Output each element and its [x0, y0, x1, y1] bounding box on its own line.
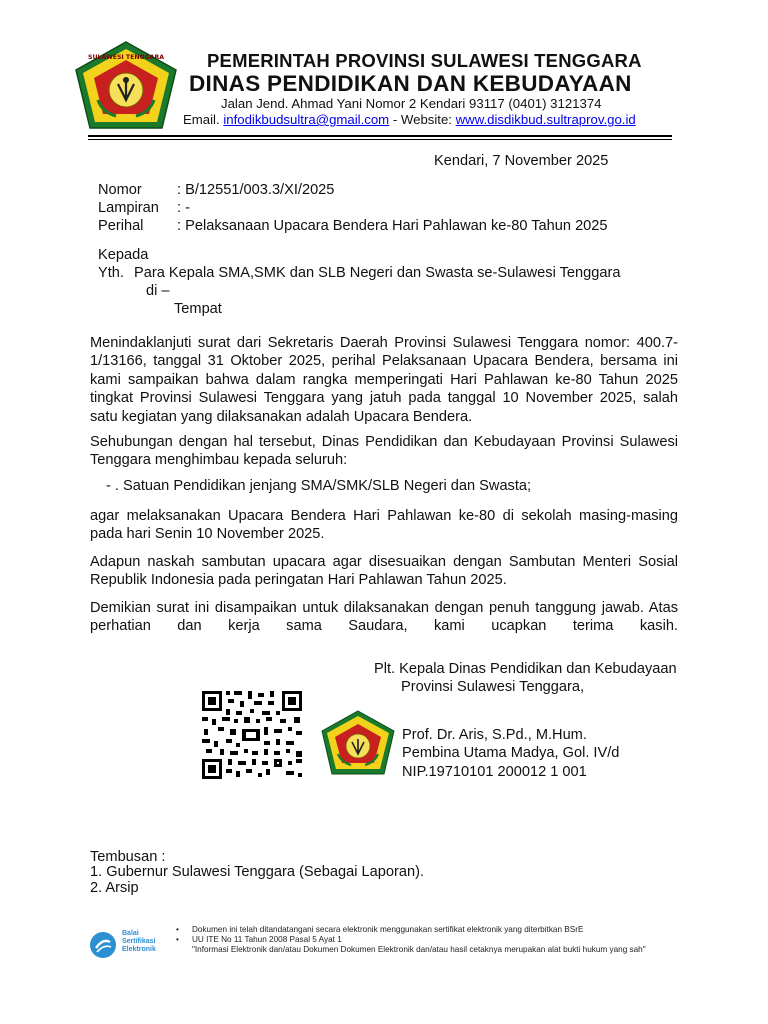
signatory-name: Prof. Dr. Aris, S.Pd., M.Hum.	[402, 727, 587, 743]
footer-note: • Dokumen ini telah ditandatangani secara elektronik menggunakan sertifikat elektronik yang diterbitkan BSrE	[176, 925, 646, 935]
nomor-label: Nomor	[98, 182, 142, 198]
recipient-name: Para Kepala SMA,SMK dan SLB Negeri dan Swasta se-Sulawesi Tenggara	[134, 265, 621, 281]
email-label: Email.	[183, 112, 220, 127]
tembusan-label: Tembusan :	[90, 849, 166, 865]
body-paragraph-1: Menindaklanjuti surat dari Sekretaris Daerah Provinsi Sulawesi Tenggara nomor: 400.7-1/13166, tanggal 31 Oktober 2025, perihal Pelaksanaan Upacara Bendera, bersama ini kami sampaikan bahwa dalam rangka memperingati Hari Pahlawan ke-80 Tahun 2025 tingkat Provinsi Sulawesi Tenggara yang jatuh pada tanggal 10 November 2025, salah satu kegiatan yang dilaksanakan adalah Upacara Bendera.	[90, 335, 678, 425]
lampiran-label: Lampiran	[98, 200, 159, 216]
bsre-icon	[88, 930, 118, 960]
logo-text: SULAWESI TENGGARA	[87, 54, 165, 61]
recipient-place: Tempat	[174, 301, 222, 317]
tembusan-item: 1. Gubernur Sulawesi Tenggara (Sebagai Laporan).	[90, 864, 424, 880]
signature-emblem-seal	[320, 710, 396, 776]
body-paragraph-4: Adapun naskah sambutan upacara agar disesuaikan dengan Sambutan Menteri Sosial Republik Indonesia pada peringatan Hari Pahlawan Tahun 2025.	[90, 554, 678, 589]
nomor-value: : B/12551/003.3/XI/2025	[177, 182, 335, 198]
footer-note: • UU ITE No 11 Tahun 2008 Pasal 5 Ayat 1	[176, 935, 646, 945]
letterhead-agency: DINAS PENDIDIKAN DAN KEBUDAYAAN	[189, 71, 632, 96]
qr-code-icon	[200, 689, 304, 781]
recipient-di: di –	[146, 283, 170, 299]
kepada-label: Kepada	[98, 247, 149, 263]
website-label: - Website:	[392, 112, 452, 127]
bsre-text-1: Balai	[122, 930, 139, 937]
email-link[interactable]: infodikbudsultra@gmail.com	[223, 112, 390, 127]
signatory-nip: NIP.19710101 200012 1 001	[402, 764, 587, 780]
signatory-title-2: Provinsi Sulawesi Tenggara,	[401, 679, 585, 695]
letterhead-rule-thick	[88, 135, 672, 137]
bsre-logo	[88, 928, 164, 962]
signatory-title-1: Plt. Kepala Dinas Pendidikan dan Kebudayaan	[374, 661, 677, 677]
footer-notes	[176, 925, 646, 956]
body-paragraph-5: Demikian surat ini disampaikan untuk dilaksanakan dengan penuh tanggung jawab. Atas perhatian dan kerja sama Saudara, kami ucapkan terima kasih.	[90, 600, 678, 635]
yth-label: Yth.	[98, 265, 124, 281]
bsre-text-2: Sertifikasi	[122, 938, 156, 945]
bsre-text-3: Elektronik	[122, 946, 156, 953]
tembusan-item: 2. Arsip	[90, 880, 139, 896]
signatory-rank: Pembina Utama Madya, Gol. IV/d	[402, 745, 620, 761]
letterhead-address: Jalan Jend. Ahmad Yani Nomor 2 Kendari 93117 (0401) 3121374	[221, 96, 602, 111]
perihal-label: Perihal	[98, 218, 144, 234]
footer-note: "Informasi Elektronik dan/atau Dokumen Dokumen Elektronik dan/atau hasil cetaknya merupakan alat bukti hukum yang sah"	[192, 945, 646, 955]
perihal-value: : Pelaksanaan Upacara Bendera Hari Pahlawan ke-80 Tahun 2025	[177, 218, 608, 234]
body-paragraph-2: Sehubungan dengan hal tersebut, Dinas Pendidikan dan Kebudayaan Provinsi Sulawesi Tenggara menghimbau kepada seluruh:	[90, 434, 678, 469]
body-bullet: - . Satuan Pendidikan jenjang SMA/SMK/SLB Negeri dan Swasta;	[106, 478, 532, 494]
website-link[interactable]: www.disdikbud.sultraprov.go.id	[455, 112, 636, 127]
letterhead-rule-thin	[88, 139, 672, 140]
letterhead-contact	[183, 112, 636, 127]
body-paragraph-3: agar melaksanakan Upacara Bendera Hari Pahlawan ke-80 di sekolah masing-masing pada hari Senin 10 November 2025.	[90, 508, 678, 543]
province-emblem-logo	[72, 40, 180, 132]
letterhead-government: PEMERINTAH PROVINSI SULAWESI TENGGARA	[207, 50, 642, 71]
letter-date: Kendari, 7 November 2025	[434, 153, 609, 169]
lampiran-value: : -	[177, 200, 190, 216]
